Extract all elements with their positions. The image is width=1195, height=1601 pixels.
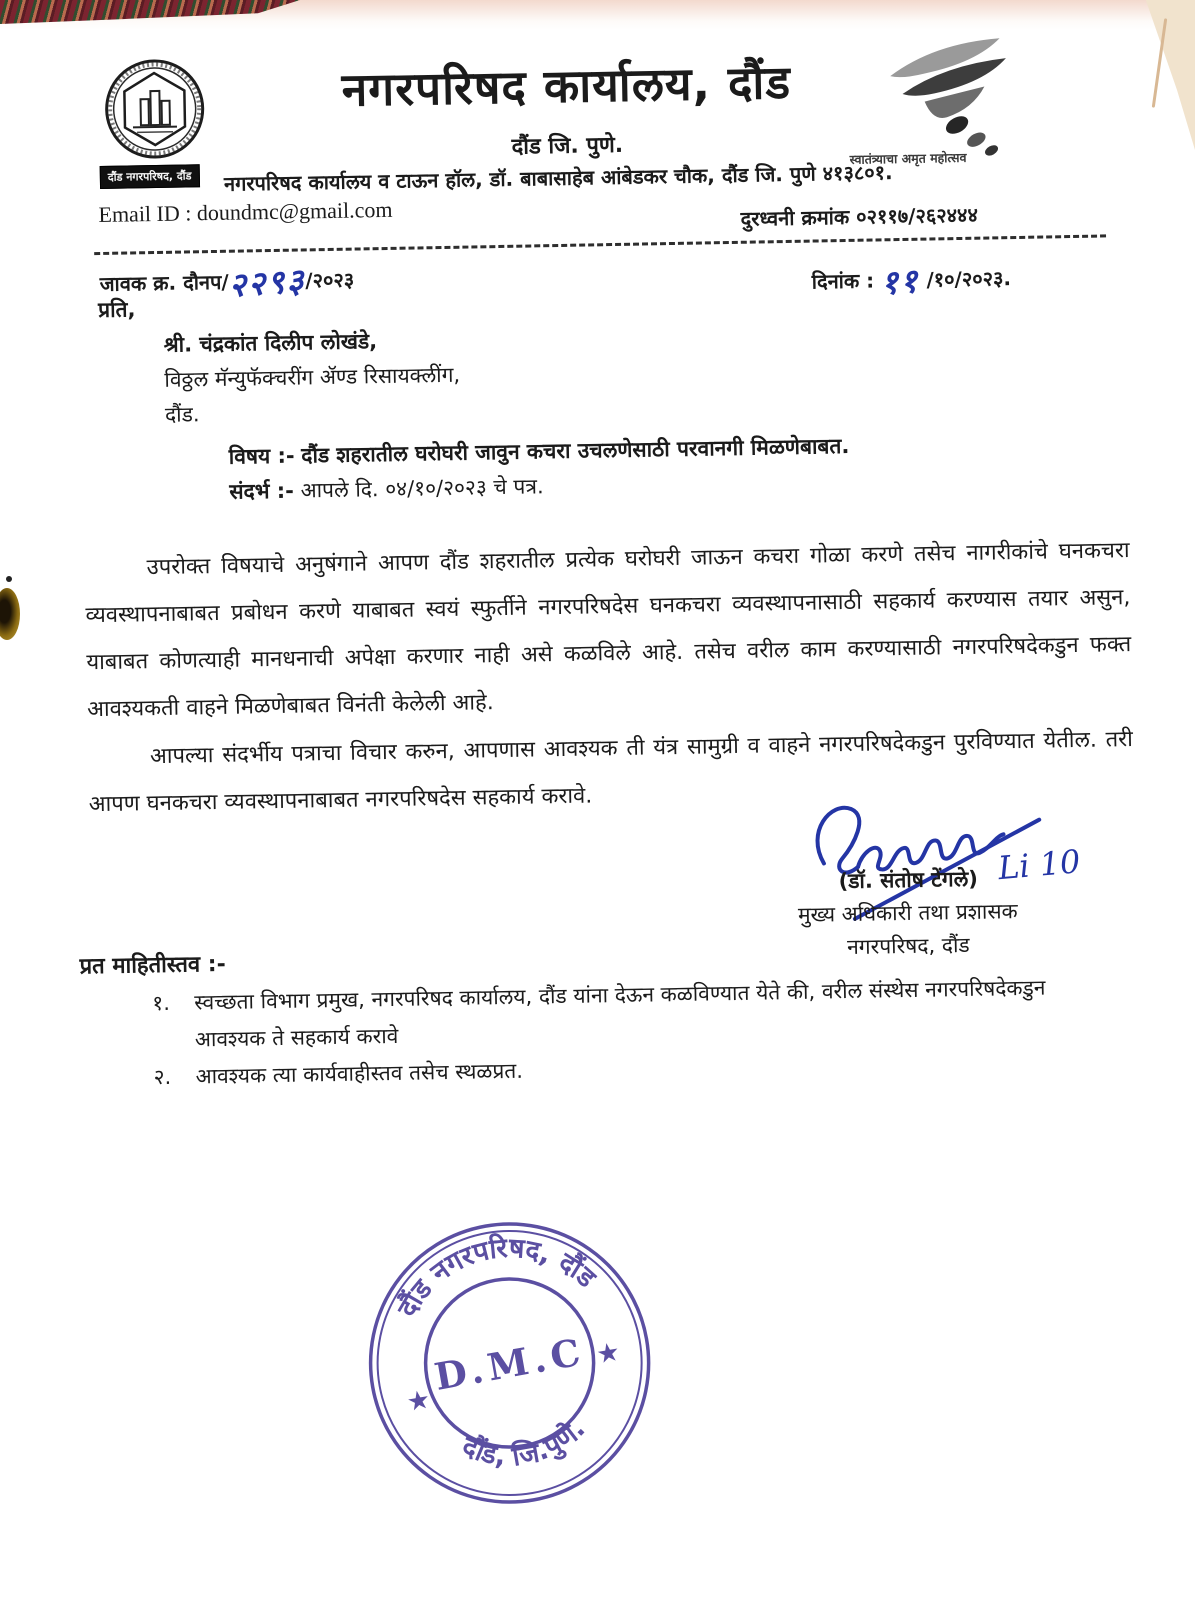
date-handwritten: ११ [879, 260, 921, 303]
letterhead-phone: दुरध्वनी क्रमांक ०२११७/२६२४४४ [740, 202, 979, 231]
stamp-star-right: ★ [594, 1336, 623, 1371]
subject-text: दौंड शहरातील घरोघरी जावुन कचरा उचलणेसाठी परवानगी मिळणेबाबत. [301, 433, 850, 468]
reference-text: आपले दि. ०४/१०/२०२३ चे पत्र. [300, 474, 544, 503]
cc-heading: प्रत माहितीस्तव :- [79, 951, 226, 980]
subject-reference-block [228, 429, 850, 510]
recipient-name: श्री. चंद्रकांत दिलीप लोखंडे, [163, 329, 378, 357]
body-paragraph-1: उपरोक्त विषयाचे अनुषंगाने आपण दौंड शहरातील प्रत्येक घरोघरी जाऊन कचरा गोळा करणे तसेच नागरीकांचे घनकचरा व्यवस्थापनाबाबत प्रबोधन करणे याबाबत स्वयं स्फुर्तीने नगरपरिषदेस घनकचरा व्यवस्थापनासाठी सहकार्य करण्यास तयार असुन, याबाबत कोणत्याही मानधनाची अपेक्षा करणार नाही असे कळविले आहे. तसेच वरील काम करण्यासाठी नगरपरिषदेकडुन फक्त आवश्यकती वाहने मिळणेबाबत विनंती केलेली आहे. [85, 538, 1132, 723]
reference-label: संदर्भ :- [229, 478, 295, 504]
date-suffix: /१०/२०२३. [926, 266, 1012, 292]
cc-item-1-number: १. [152, 990, 171, 1016]
stamp-star-left: ★ [404, 1384, 433, 1419]
stamp-center-text: D.M.C [431, 1329, 589, 1399]
amrit-mahotsav-caption: स्वातंत्र्याचा अमृत महोत्सव [849, 149, 967, 167]
date-line [811, 256, 1011, 304]
emblem-caption: दौंड नगरपरिषद, दौंड [100, 164, 200, 189]
signatory-designation: मुख्य अधिकारी तथा प्रशासक [797, 899, 1018, 927]
cc-item-2-number: २. [153, 1064, 172, 1090]
recipient-block [163, 323, 461, 433]
stamp-top-text: दौंड नगरपरिषद, दौंड [391, 1232, 602, 1323]
cc-item-1-text: स्वच्छता विभाग प्रमुख, नगरपरिषद कार्यालय, दौंड यांना देऊन कळविण्यात येते की, वरील संस्थेस नगरपरिषदेकडुन आवश्यक ते सहकार्य करावे [194, 975, 1046, 1052]
recipient-org: विठ्ठल मॅन्युफॅक्चरींग ॲण्ड रिसायक्लींग, [164, 362, 461, 392]
letterhead-address: नगरपरिषद कार्यालय व टाऊन हॉल, डॉ. बाबासाहेब आंबेडकर चौक, दौंड जि. पुणे ४१३८०१. [223, 160, 893, 196]
office-round-stamp [318, 1167, 702, 1559]
signature-date-note: Li 10 [996, 842, 1082, 888]
recipient-salutation: प्रति, [97, 297, 136, 323]
outward-number-line [99, 258, 354, 307]
date-label: दिनांक : [811, 268, 875, 294]
letterhead-email: Email ID : doundmc@gmail.com [98, 196, 393, 228]
signatory-name: (डॉ. संतोष टेंगले) [838, 866, 979, 894]
signatory-office: नगरपरिषद, दौंड [846, 932, 970, 960]
outward-number-handwritten: २२९३ [227, 260, 307, 305]
municipal-emblem-icon [102, 56, 208, 162]
stamp-bottom-text: दौंड, जि.पुणे. [457, 1413, 592, 1473]
letterhead-title: नगरपरिषद कार्यालय, दौंड [341, 54, 792, 117]
body-paragraph-2: आपल्या संदर्भीय पत्राचा विचार करुन, आपणास आवश्यक ती यंत्र सामुग्री व वाहने नगरपरिषदेकडुन पुरविण्यात येतील. तरी आपण घनकचरा व्यवस्थापनाबाबत नगरपरिषदेस सहकार्य करावे. [88, 727, 1134, 818]
header-divider [94, 234, 1106, 255]
amrit-mahotsav-logo-icon [872, 36, 1024, 159]
outward-prefix: जावक क्र. दौनप/ [99, 269, 229, 297]
subject-label: विषय :- [228, 443, 295, 469]
outward-suffix: /२०२३ [305, 267, 355, 293]
cc-item-2-text: आवश्यक त्या कार्यवाहीस्तव तसेच स्थळप्रत. [195, 1058, 524, 1089]
recipient-place: दौंड. [164, 402, 200, 427]
letterhead-subtitle: दौंड जि. पुणे. [511, 132, 624, 160]
